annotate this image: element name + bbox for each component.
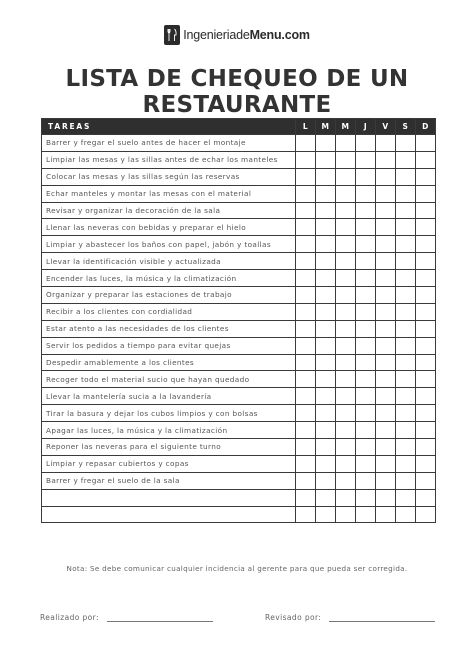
check-cell[interactable] — [416, 489, 436, 506]
check-cell[interactable] — [376, 236, 396, 253]
check-cell[interactable] — [356, 202, 376, 219]
logo-prefix: Ingenieriade — [183, 28, 250, 42]
check-cell[interactable] — [376, 168, 396, 185]
check-cell[interactable] — [336, 320, 356, 337]
table-row — [42, 455, 436, 472]
check-cell[interactable] — [376, 506, 396, 523]
logo-text — [183, 28, 310, 42]
check-cell[interactable] — [336, 354, 356, 371]
table-row — [42, 151, 436, 168]
check-cell[interactable] — [316, 388, 336, 405]
check-cell[interactable] — [416, 354, 436, 371]
check-cell[interactable] — [396, 472, 416, 489]
check-cell[interactable] — [296, 202, 316, 219]
table-row — [42, 202, 436, 219]
check-cell[interactable] — [296, 405, 316, 422]
task-cell: Tirar la basura y dejar los cubos limpios y con bolsas — [42, 405, 296, 422]
check-cell[interactable] — [336, 472, 356, 489]
check-cell[interactable] — [416, 439, 436, 456]
check-cell[interactable] — [296, 337, 316, 354]
check-cell[interactable] — [316, 219, 336, 236]
check-cell[interactable] — [316, 439, 336, 456]
check-cell[interactable] — [396, 354, 416, 371]
check-cell[interactable] — [396, 219, 416, 236]
table-row — [42, 185, 436, 202]
check-cell[interactable] — [296, 320, 316, 337]
check-cell[interactable] — [336, 202, 356, 219]
check-cell[interactable] — [416, 320, 436, 337]
task-cell: Apagar las luces, la música y la climatización — [42, 422, 296, 439]
reviewed-by-label: Revisado por: — [265, 613, 322, 622]
check-cell[interactable] — [416, 388, 436, 405]
table-row — [42, 489, 436, 506]
check-cell[interactable] — [316, 253, 336, 270]
table-row — [42, 135, 436, 152]
check-cell[interactable] — [376, 202, 396, 219]
check-cell[interactable] — [356, 439, 376, 456]
day-header: J — [356, 119, 376, 135]
check-cell[interactable] — [316, 337, 336, 354]
table-row — [42, 320, 436, 337]
table-row — [42, 303, 436, 320]
check-cell[interactable] — [296, 135, 316, 152]
check-cell[interactable] — [396, 253, 416, 270]
check-cell[interactable] — [356, 455, 376, 472]
check-cell[interactable] — [296, 185, 316, 202]
day-header: S — [396, 119, 416, 135]
task-cell: Llevar la mantelería sucia a la lavandería — [42, 388, 296, 405]
check-cell[interactable] — [296, 219, 316, 236]
check-cell[interactable] — [376, 270, 396, 287]
check-cell[interactable] — [376, 303, 396, 320]
check-cell[interactable] — [396, 388, 416, 405]
check-cell[interactable] — [396, 287, 416, 304]
check-cell[interactable] — [416, 472, 436, 489]
check-cell[interactable] — [396, 168, 416, 185]
reviewed-by-line[interactable] — [329, 613, 435, 622]
check-cell[interactable] — [356, 489, 376, 506]
done-by-line[interactable] — [107, 613, 213, 622]
check-cell[interactable] — [336, 168, 356, 185]
check-cell[interactable] — [356, 303, 376, 320]
check-cell[interactable] — [416, 151, 436, 168]
check-cell[interactable] — [296, 388, 316, 405]
checklist-table — [41, 118, 436, 523]
check-cell[interactable] — [376, 320, 396, 337]
check-cell[interactable] — [336, 253, 356, 270]
reviewed-by-signature — [265, 613, 435, 622]
note: Nota: Se debe comunicar cualquier incidencia al gerente para que pueda ser corregida. — [66, 564, 408, 573]
check-cell[interactable] — [396, 422, 416, 439]
task-cell: Organizar y preparar las estaciones de trabajo — [42, 287, 296, 304]
check-cell[interactable] — [316, 151, 336, 168]
table-row — [42, 287, 436, 304]
fork-knife-icon — [164, 25, 180, 45]
check-cell[interactable] — [376, 185, 396, 202]
check-cell[interactable] — [296, 151, 316, 168]
check-cell[interactable] — [316, 168, 336, 185]
check-cell[interactable] — [296, 303, 316, 320]
check-cell[interactable] — [376, 422, 396, 439]
check-cell[interactable] — [416, 168, 436, 185]
task-cell — [42, 506, 296, 523]
table-row — [42, 219, 436, 236]
check-cell[interactable] — [316, 303, 336, 320]
check-cell[interactable] — [356, 337, 376, 354]
task-cell: Barrer y fregar el suelo antes de hacer el montaje — [42, 135, 296, 152]
check-cell[interactable] — [376, 287, 396, 304]
day-header: M — [336, 119, 356, 135]
check-cell[interactable] — [396, 151, 416, 168]
check-cell[interactable] — [356, 287, 376, 304]
check-cell[interactable] — [336, 151, 356, 168]
check-cell[interactable] — [356, 135, 376, 152]
check-cell[interactable] — [296, 253, 316, 270]
task-cell: Reponer las neveras para el siguiente turno — [42, 439, 296, 456]
check-cell[interactable] — [376, 135, 396, 152]
table-row — [42, 337, 436, 354]
check-cell[interactable] — [336, 270, 356, 287]
table-row — [42, 168, 436, 185]
task-cell: Recoger todo el material sucio que hayan quedado — [42, 371, 296, 388]
check-cell[interactable] — [356, 185, 376, 202]
day-header: M — [316, 119, 336, 135]
check-cell[interactable] — [296, 168, 316, 185]
check-cell[interactable] — [376, 253, 396, 270]
check-cell[interactable] — [376, 151, 396, 168]
header-row — [42, 119, 436, 135]
table-row — [42, 506, 436, 523]
task-cell: Estar atento a las necesidades de los clientes — [42, 320, 296, 337]
table-row — [42, 439, 436, 456]
check-cell[interactable] — [316, 202, 336, 219]
task-cell: Colocar las mesas y las sillas según las reservas — [42, 168, 296, 185]
done-by-label: Realizado por: — [40, 613, 99, 622]
check-cell[interactable] — [296, 455, 316, 472]
check-cell[interactable] — [416, 253, 436, 270]
task-cell: Limpiar y repasar cubiertos y copas — [42, 455, 296, 472]
check-cell[interactable] — [396, 489, 416, 506]
check-cell[interactable] — [356, 253, 376, 270]
check-cell[interactable] — [376, 337, 396, 354]
check-cell[interactable] — [376, 405, 396, 422]
check-cell[interactable] — [336, 388, 356, 405]
check-cell[interactable] — [296, 472, 316, 489]
check-cell[interactable] — [296, 439, 316, 456]
check-cell[interactable] — [316, 270, 336, 287]
check-cell[interactable] — [296, 371, 316, 388]
check-cell[interactable] — [336, 405, 356, 422]
check-cell[interactable] — [396, 455, 416, 472]
check-cell[interactable] — [336, 337, 356, 354]
check-cell[interactable] — [316, 405, 336, 422]
check-cell[interactable] — [316, 236, 336, 253]
check-cell[interactable] — [396, 202, 416, 219]
table-row — [42, 270, 436, 287]
check-cell[interactable] — [316, 455, 336, 472]
check-cell[interactable] — [296, 236, 316, 253]
tasks-header: TAREAS — [42, 119, 296, 135]
page-title: LISTA DE CHEQUEO DE UN RESTAURANTE — [65, 66, 409, 118]
check-cell[interactable] — [416, 405, 436, 422]
check-cell[interactable] — [396, 371, 416, 388]
check-cell[interactable] — [336, 439, 356, 456]
task-cell: Servir los pedidos a tiempo para evitar quejas — [42, 337, 296, 354]
check-cell[interactable] — [356, 506, 376, 523]
check-cell[interactable] — [416, 303, 436, 320]
check-cell[interactable] — [356, 270, 376, 287]
check-cell[interactable] — [376, 354, 396, 371]
check-cell[interactable] — [416, 455, 436, 472]
check-cell[interactable] — [356, 219, 376, 236]
check-cell[interactable] — [396, 135, 416, 152]
check-cell[interactable] — [336, 422, 356, 439]
logo-bold: Menu.com — [249, 28, 310, 42]
check-cell[interactable] — [396, 439, 416, 456]
check-cell[interactable] — [316, 422, 336, 439]
check-cell[interactable] — [416, 371, 436, 388]
check-cell[interactable] — [356, 371, 376, 388]
check-cell[interactable] — [396, 337, 416, 354]
check-cell[interactable] — [356, 168, 376, 185]
check-cell[interactable] — [316, 472, 336, 489]
check-cell[interactable] — [336, 371, 356, 388]
table-row — [42, 472, 436, 489]
check-cell[interactable] — [316, 354, 336, 371]
table-row — [42, 236, 436, 253]
day-header: D — [416, 119, 436, 135]
check-cell[interactable] — [336, 455, 356, 472]
check-cell[interactable] — [356, 388, 376, 405]
check-cell[interactable] — [416, 422, 436, 439]
check-cell[interactable] — [376, 489, 396, 506]
check-cell[interactable] — [336, 489, 356, 506]
check-cell[interactable] — [336, 506, 356, 523]
day-header: L — [296, 119, 316, 135]
task-cell: Encender las luces, la música y la climatización — [42, 270, 296, 287]
day-header: V — [376, 119, 396, 135]
table-row — [42, 253, 436, 270]
check-cell[interactable] — [416, 270, 436, 287]
table-row — [42, 354, 436, 371]
check-cell[interactable] — [376, 472, 396, 489]
check-cell[interactable] — [396, 270, 416, 287]
done-by-signature — [40, 613, 213, 622]
check-cell[interactable] — [416, 202, 436, 219]
table-row — [42, 388, 436, 405]
check-cell[interactable] — [416, 219, 436, 236]
check-cell[interactable] — [356, 236, 376, 253]
check-cell[interactable] — [336, 219, 356, 236]
check-cell[interactable] — [316, 185, 336, 202]
check-cell[interactable] — [356, 354, 376, 371]
check-cell[interactable] — [356, 472, 376, 489]
task-cell: Limpiar las mesas y las sillas antes de echar los manteles — [42, 151, 296, 168]
task-cell: Barrer y fregar el suelo de la sala — [42, 472, 296, 489]
check-cell[interactable] — [296, 354, 316, 371]
logo — [0, 25, 474, 45]
check-cell[interactable] — [336, 185, 356, 202]
task-cell — [42, 489, 296, 506]
task-cell: Revisar y organizar la decoración de la sala — [42, 202, 296, 219]
table-row — [42, 371, 436, 388]
check-cell[interactable] — [356, 151, 376, 168]
check-cell[interactable] — [316, 320, 336, 337]
check-cell[interactable] — [296, 422, 316, 439]
task-cell: Limpiar y abastecer los baños con papel, jabón y toallas — [42, 236, 296, 253]
check-cell[interactable] — [396, 320, 416, 337]
check-cell[interactable] — [376, 439, 396, 456]
check-cell[interactable] — [396, 236, 416, 253]
check-cell[interactable] — [396, 405, 416, 422]
check-cell[interactable] — [336, 236, 356, 253]
check-cell[interactable] — [356, 405, 376, 422]
check-cell[interactable] — [396, 506, 416, 523]
check-cell[interactable] — [316, 135, 336, 152]
check-cell[interactable] — [376, 388, 396, 405]
check-cell[interactable] — [316, 506, 336, 523]
check-cell[interactable] — [296, 270, 316, 287]
check-cell[interactable] — [396, 185, 416, 202]
check-cell[interactable] — [336, 287, 356, 304]
check-cell[interactable] — [416, 185, 436, 202]
check-cell[interactable] — [316, 489, 336, 506]
check-cell[interactable] — [376, 455, 396, 472]
table-row — [42, 422, 436, 439]
table-row — [42, 405, 436, 422]
task-cell: Llenar las neveras con bebidas y preparar el hielo — [42, 219, 296, 236]
check-cell[interactable] — [396, 303, 416, 320]
check-cell[interactable] — [316, 371, 336, 388]
check-cell[interactable] — [376, 219, 396, 236]
check-cell[interactable] — [356, 320, 376, 337]
check-cell[interactable] — [416, 287, 436, 304]
task-cell: Recibir a los clientes con cordialidad — [42, 303, 296, 320]
check-cell[interactable] — [296, 489, 316, 506]
check-cell[interactable] — [316, 287, 336, 304]
task-cell: Despedir amablemente a los clientes — [42, 354, 296, 371]
check-cell[interactable] — [296, 506, 316, 523]
check-cell[interactable] — [356, 422, 376, 439]
check-cell[interactable] — [336, 303, 356, 320]
check-cell[interactable] — [416, 337, 436, 354]
check-cell[interactable] — [376, 371, 396, 388]
check-cell[interactable] — [416, 506, 436, 523]
task-cell: Echar manteles y montar las mesas con el material — [42, 185, 296, 202]
task-cell: Llevar la identificación visible y actualizada — [42, 253, 296, 270]
check-cell[interactable] — [416, 236, 436, 253]
check-cell[interactable] — [296, 287, 316, 304]
check-cell[interactable] — [336, 135, 356, 152]
check-cell[interactable] — [416, 135, 436, 152]
